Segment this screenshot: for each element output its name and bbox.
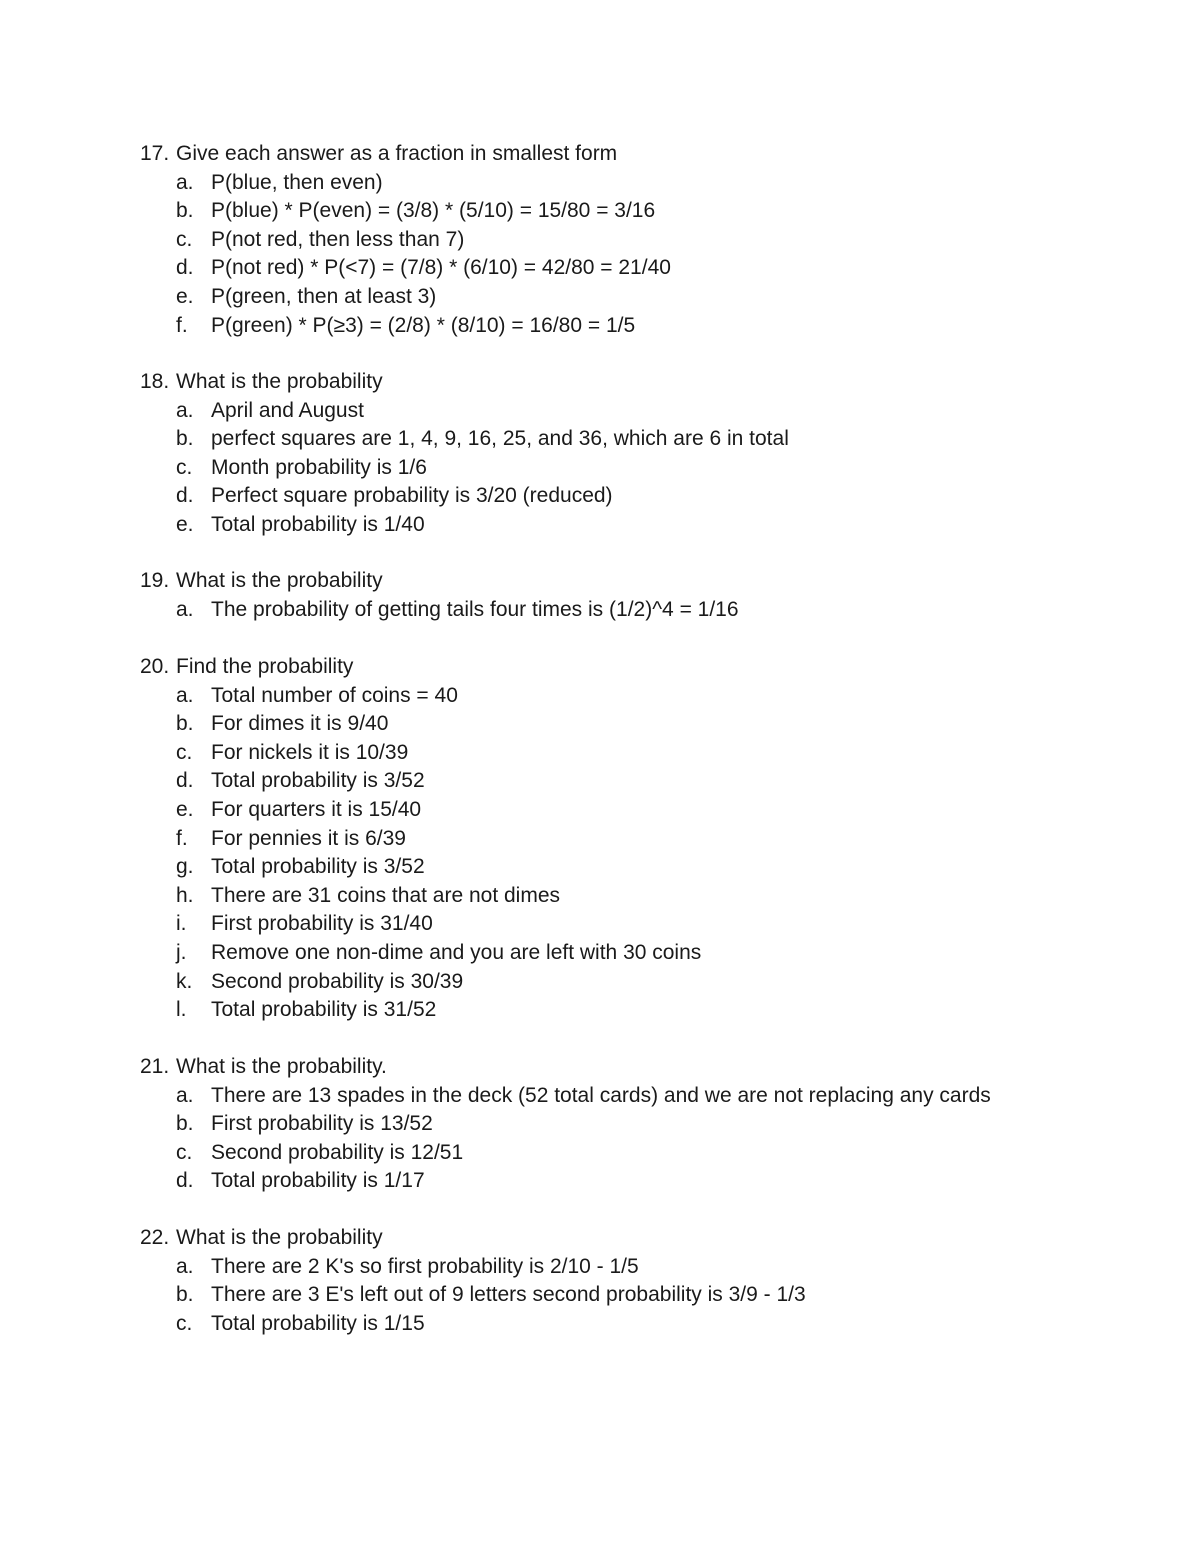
- question-number: 17.: [140, 142, 170, 165]
- list-item: [140, 1110, 1140, 1139]
- item-marker: a.: [176, 398, 194, 422]
- item-marker: d.: [176, 256, 194, 280]
- item-text: perfect squares are 1, 4, 9, 16, 25, and 36, which are 6 in total: [211, 427, 789, 451]
- list-item: [140, 1082, 1140, 1111]
- item-text: For nickels it is 10/39: [211, 740, 409, 764]
- item-text: P(not red) * P(<7) = (7/8) * (6/10) = 42/80 = 21/40: [211, 256, 671, 280]
- list-item: [140, 397, 1140, 426]
- list-item: [140, 882, 1140, 911]
- item-text: First probability is 13/52: [211, 1112, 433, 1136]
- question-text: What is the probability: [176, 569, 383, 592]
- list-item: [140, 254, 1140, 283]
- question-22: [140, 1224, 1140, 1338]
- item-text: Total number of coins = 40: [211, 683, 458, 707]
- list-item: [140, 1253, 1140, 1282]
- item-marker: k.: [176, 969, 193, 993]
- list-item: [140, 996, 1140, 1025]
- list-item: [140, 425, 1140, 454]
- item-text: Second probability is 12/51: [211, 1140, 464, 1164]
- item-text: Total probability is 1/15: [211, 1311, 425, 1335]
- question-number: 18.: [140, 370, 170, 393]
- list-item: [140, 511, 1140, 540]
- list-item: [140, 710, 1140, 739]
- item-text: P(blue, then even): [211, 170, 383, 194]
- question-text: What is the probability: [176, 1226, 383, 1249]
- list-item: [140, 825, 1140, 854]
- list-item: [140, 1139, 1140, 1168]
- question-text: Give each answer as a fraction in smallest form: [176, 142, 618, 165]
- item-text: P(not red, then less than 7): [211, 227, 465, 251]
- item-text: Total probability is 1/17: [211, 1169, 425, 1193]
- item-text: Total probability is 3/52: [211, 855, 425, 879]
- item-marker: l.: [176, 998, 187, 1022]
- item-marker: e.: [176, 512, 194, 536]
- question-17: [140, 140, 1140, 340]
- item-marker: c.: [176, 1140, 193, 1164]
- question-number: 22.: [140, 1226, 170, 1249]
- list-item: [140, 482, 1140, 511]
- question-18: [140, 368, 1140, 540]
- item-text: There are 2 K's so first probability is 2/10 - 1/5: [211, 1254, 639, 1278]
- item-text: First probability is 31/40: [211, 912, 433, 936]
- list-item: [140, 767, 1140, 796]
- list-item: [140, 312, 1140, 341]
- item-marker: d.: [176, 1169, 194, 1193]
- question-text: Find the probability: [176, 655, 354, 678]
- list-item: [140, 682, 1140, 711]
- item-text: P(green, then at least 3): [211, 284, 437, 308]
- question-heading: [140, 368, 1140, 397]
- item-text: P(blue) * P(even) = (3/8) * (5/10) = 15/80 = 3/16: [211, 199, 656, 223]
- question-text: What is the probability.: [176, 1055, 387, 1078]
- list-item: [140, 1310, 1140, 1339]
- item-marker: b.: [176, 1283, 194, 1307]
- item-marker: b.: [176, 712, 194, 736]
- list-item: [140, 169, 1140, 198]
- list-item: [140, 739, 1140, 768]
- list-item: [140, 796, 1140, 825]
- item-text: For quarters it is 15/40: [211, 797, 422, 821]
- item-marker: c.: [176, 740, 193, 764]
- item-text: There are 3 E's left out of 9 letters second probability is 3/9 - 1/3: [211, 1283, 806, 1307]
- question-heading: [140, 1224, 1140, 1253]
- item-marker: a.: [176, 1083, 194, 1107]
- item-marker: c.: [176, 455, 193, 479]
- list-item: [140, 454, 1140, 483]
- question-number: 20.: [140, 655, 170, 678]
- item-marker: a.: [176, 597, 194, 621]
- question-20: [140, 653, 1140, 1025]
- list-item: [140, 910, 1140, 939]
- item-marker: f.: [176, 313, 188, 337]
- item-text: Total probability is 3/52: [211, 769, 425, 793]
- question-21: [140, 1053, 1140, 1196]
- item-marker: b.: [176, 427, 194, 451]
- question-heading: [140, 1053, 1140, 1082]
- list-item: [140, 283, 1140, 312]
- list-item: [140, 853, 1140, 882]
- item-marker: g.: [176, 855, 194, 879]
- question-heading: [140, 140, 1140, 169]
- item-marker: h.: [176, 883, 194, 907]
- item-text: Perfect square probability is 3/20 (reduced): [211, 484, 613, 508]
- item-marker: b.: [176, 199, 194, 223]
- item-text: Remove one non-dime and you are left with 30 coins: [211, 940, 702, 964]
- item-marker: i.: [176, 912, 187, 936]
- item-text: There are 13 spades in the deck (52 total cards) and we are not replacing any cards: [211, 1083, 991, 1107]
- item-text: Month probability is 1/6: [211, 455, 427, 479]
- item-text: April and August: [211, 398, 364, 422]
- item-marker: d.: [176, 484, 194, 508]
- item-marker: d.: [176, 769, 194, 793]
- item-text: Total probability is 1/40: [211, 512, 425, 536]
- item-marker: a.: [176, 683, 194, 707]
- item-marker: e.: [176, 284, 194, 308]
- list-item: [140, 1281, 1140, 1310]
- item-text: There are 31 coins that are not dimes: [211, 883, 561, 907]
- item-marker: a.: [176, 1254, 194, 1278]
- question-heading: [140, 653, 1140, 682]
- question-heading: [140, 567, 1140, 596]
- list-item: [140, 968, 1140, 997]
- question-text: What is the probability: [176, 370, 383, 393]
- item-marker: b.: [176, 1112, 194, 1136]
- list-item: [140, 939, 1140, 968]
- question-19: [140, 567, 1140, 624]
- list-item: [140, 596, 1140, 625]
- item-marker: e.: [176, 797, 194, 821]
- item-text: The probability of getting tails four times is (1/2)^4 = 1/16: [211, 597, 739, 621]
- item-marker: j.: [176, 940, 187, 964]
- question-number: 21.: [140, 1055, 170, 1078]
- item-text: Second probability is 30/39: [211, 969, 464, 993]
- list-item: [140, 197, 1140, 226]
- list-item: [140, 1167, 1140, 1196]
- item-text: P(green) * P(≥3) = (2/8) * (8/10) = 16/80 = 1/5: [211, 313, 636, 337]
- item-marker: c.: [176, 1311, 193, 1335]
- item-marker: a.: [176, 170, 194, 194]
- item-text: Total probability is 31/52: [211, 998, 437, 1022]
- list-item: [140, 226, 1140, 255]
- item-text: For dimes it is 9/40: [211, 712, 389, 736]
- item-marker: f.: [176, 826, 188, 850]
- item-marker: c.: [176, 227, 193, 251]
- question-number: 19.: [140, 569, 170, 592]
- item-text: For pennies it is 6/39: [211, 826, 406, 850]
